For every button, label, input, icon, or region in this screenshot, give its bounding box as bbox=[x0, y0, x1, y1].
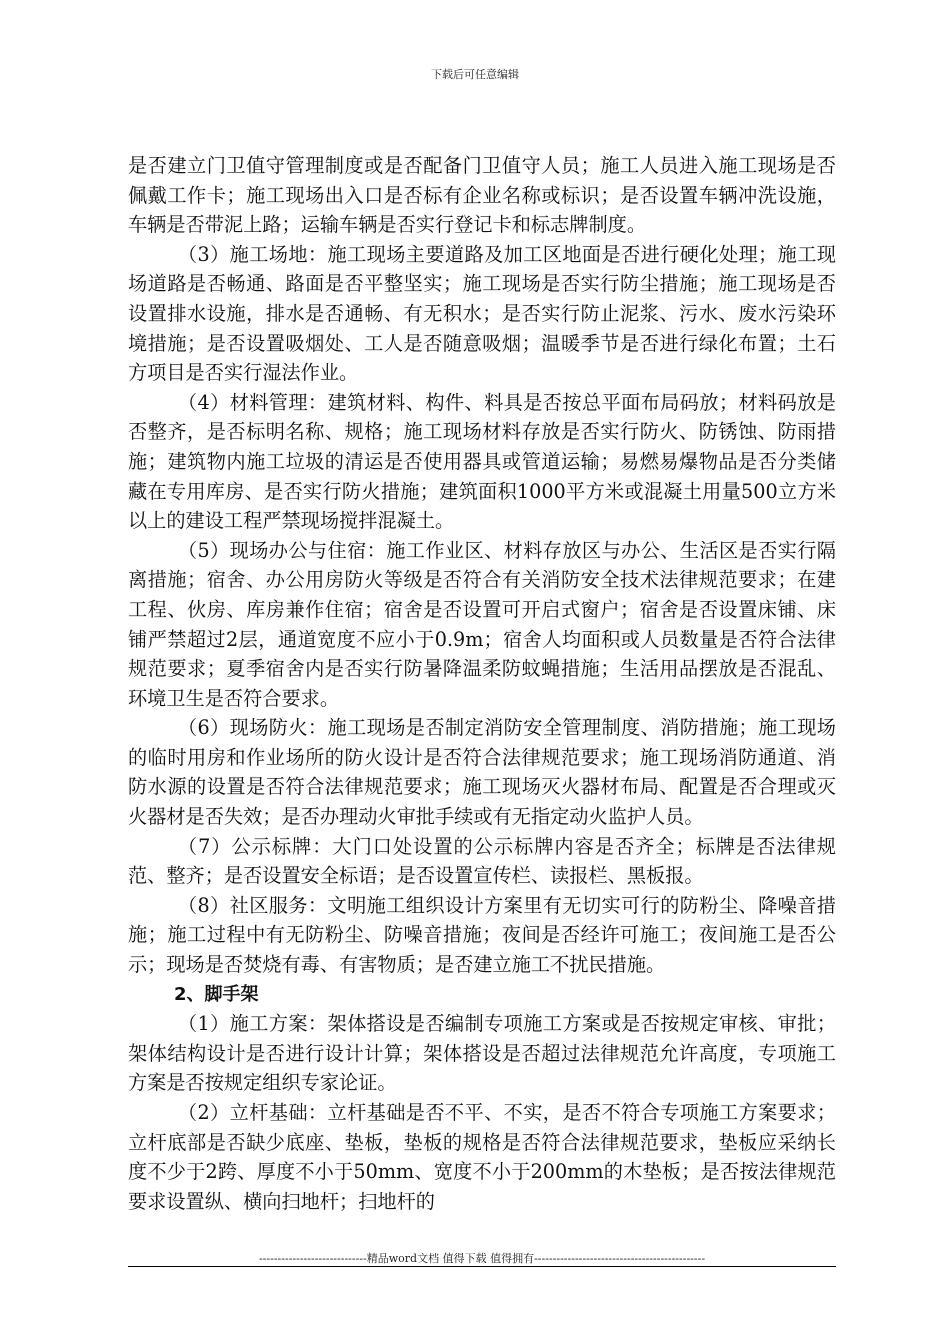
page-header: 下载后可任意编辑 bbox=[431, 68, 519, 81]
section-heading-scaffolding: 2、脚手架 bbox=[174, 983, 259, 1005]
paragraph-community-service: （8）社区服务：文明施工组织设计方案里有无切实可行的防粉尘、降噪音措施；施工过程中有无防粉尘、防噪音措施；夜间是否经许可施工；夜间施工是否公示；现场是否焚烧有毒、有害物质；是否建立施工不扰民措施。 bbox=[128, 893, 836, 977]
footer-divider bbox=[128, 1266, 836, 1267]
paragraph-public-signs: （7）公示标牌：大门口处设置的公示标牌内容是否齐全；标牌是否法律规范、整齐；是否设置安全标语；是否设置宣传栏、读报栏、黑板报。 bbox=[128, 834, 836, 888]
paragraph-pole-foundation: （2）立杆基础：立杆基础是否不平、不实，是否不符合专项施工方案要求；立杆底部是否缺少底座、垫板，垫板的规格是否符合法律规范要求，垫板应采纳长度不少于2跨、厚度不小于50mm、宽度不小于200mm的木垫板；是否按法律规范要求设置纵、横向扫地杆；扫地杆的 bbox=[128, 1101, 836, 1213]
document-body bbox=[128, 151, 836, 1216]
paragraph-gate-management: 是否建立门卫值守管理制度或是否配备门卫值守人员；施工人员进入施工现场是否佩戴工作卡；施工现场出入口是否标有企业名称或标识；是否设置车辆冲洗设施，车辆是否带泥上路；运输车辆是否实行登记卡和标志牌制度。 bbox=[128, 154, 836, 237]
paragraph-construction-plan: （1）施工方案：架体搭设是否编制专项施工方案或是否按规定审核、审批；架体结构设计是否进行设计计算；架体搭设是否超过法律规范允许高度，专项施工方案是否按规定组织专家论证。 bbox=[128, 1012, 836, 1095]
paragraph-office-accommodation: （5）现场办公与住宿：施工作业区、材料存放区与办公、生活区是否实行隔离措施；宿舍、办公用房防火等级是否符合有关消防安全技术法律规范要求；在建工程、伙房、库房兼作住宿；宿舍是否设置可开启式窗户；宿舍是否设置床铺、床铺严禁超过2层，通道宽度不应小于0.9m；宿舍人均面积或人员数量是否符合法律规范要求；夏季宿舍内是否实行防暑降温柔防蚊蝇措施；生活用品摆放是否混乱、环境卫生是否符合要求。 bbox=[128, 538, 836, 710]
paragraph-fire-prevention: （6）现场防火：施工现场是否制定消防安全管理制度、消防措施；施工现场的临时用房和作业场所的防火设计是否符合法律规范要求；施工现场消防通道、消防水源的设置是否符合法律规范要求；施工现场灭火器材布局、配置是否合理或灭火器材是否失效；是否办理动火审批手续或有无指定动火监护人员。 bbox=[128, 716, 836, 829]
page-footer: -----------------------------精品word文档 值得下载 值得拥有---------------------------------------------- bbox=[258, 1252, 706, 1265]
paragraph-material-management: （4）材料管理：建筑材料、构件、料具是否按总平面布局码放；材料码放是否整齐，是否标明名称、规格；施工现场材料存放是否实行防火、防锈蚀、防雨措施；建筑物内施工垃圾的清运是否使用器具或管道运输；易燃易爆物品是否分类储藏在专用库房、是否实行防火措施；建筑面积1000平方米或混凝土用量500立方米以上的建设工程严禁现场搅拌混凝土。 bbox=[128, 390, 836, 533]
paragraph-construction-site: （3）施工场地：施工现场主要道路及加工区地面是否进行硬化处理；施工现场道路是否畅通、路面是否平整坚实；施工现场是否实行防尘措施；施工现场是否设置排水设施，排水是否通畅、有无积水；是否实行防止泥浆、污水、废水污染环境措施；是否设置吸烟处、工人是否随意吸烟；温暖季节是否进行绿化布置；土石方项目是否实行湿法作业。 bbox=[128, 242, 836, 385]
